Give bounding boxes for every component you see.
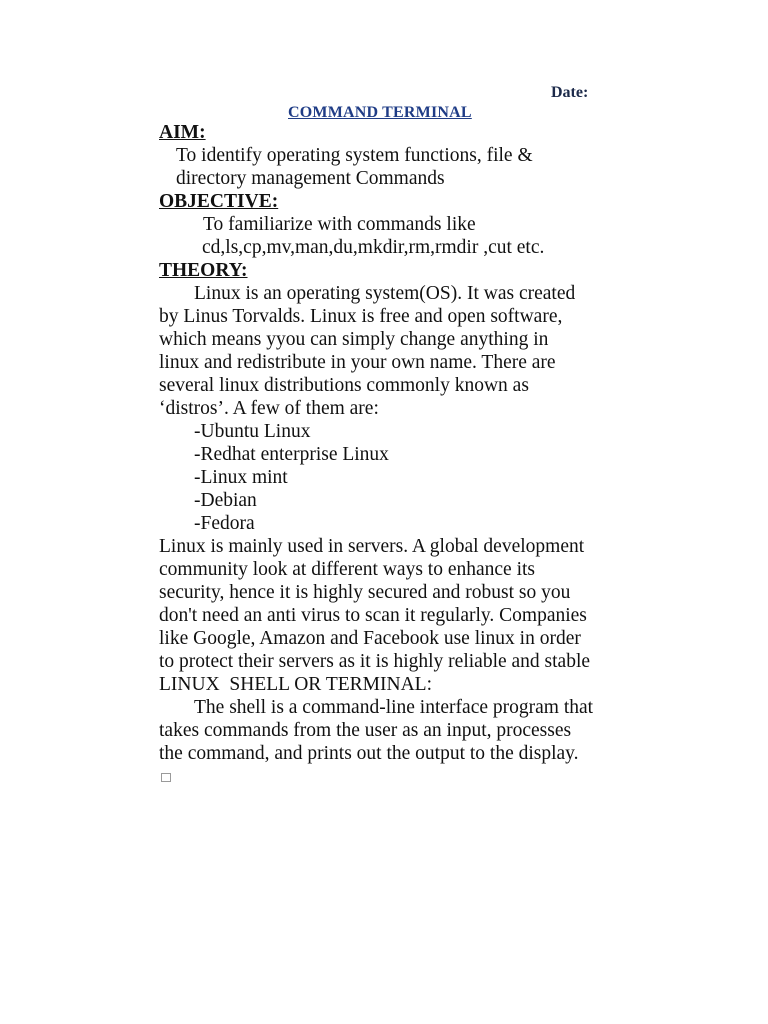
distro-list-item: -Ubuntu Linux [194,421,311,442]
theory-intro-line-3: which means yyou can simply change anything in [159,329,549,350]
theory-heading: THEORY: [159,260,248,281]
shell-line-1: The shell is a command-line interface program that [194,697,594,718]
aim-heading: AIM: [159,122,206,143]
placeholder-box-icon [161,773,171,782]
theory-intro-line-1: Linux is an operating system(OS). It was created [194,283,576,304]
theory-intro-line-6: ‘distros’. A few of them are: [159,398,379,419]
aim-line-1: To identify operating system functions, file & [176,145,533,166]
theory-intro-line-4: linux and redistribute in your own name. There are [159,352,556,373]
document-title: COMMAND TERMINAL [288,104,472,121]
document-body [159,121,629,765]
theory-server-line-1: Linux is mainly used in servers. A global development [159,536,585,557]
theory-server-line-2: community look at different ways to enhance its [159,559,536,580]
objective-line-1: To familiarize with commands like [203,214,476,235]
date-label: Date: [551,84,589,101]
shell-line-3: the command, and prints out the output to the display. [159,743,579,764]
theory-intro-line-2: by Linus Torvalds. Linux is free and open software, [159,306,563,327]
objective-line-2: cd,ls,cp,mv,man,du,mkdir,rm,rmdir ,cut etc. [202,237,545,258]
shell-heading: LINUX SHELL OR TERMINAL: [159,674,432,695]
theory-server-line-4: don't need an anti virus to scan it regularly. Companies [159,605,587,626]
aim-line-2: directory management Commands [176,168,445,189]
distro-list-item: -Linux mint [194,467,288,488]
theory-server-line-6: to protect their servers as it is highly reliable and stable [159,651,591,672]
distro-list-item: -Redhat enterprise Linux [194,444,389,465]
shell-line-2: takes commands from the user as an input, processes [159,720,572,741]
theory-intro-line-5: several linux distributions commonly known as [159,375,529,396]
distro-list-item: -Debian [194,490,257,511]
theory-server-line-3: security, hence it is highly secured and robust so you [159,582,571,603]
theory-server-line-5: like Google, Amazon and Facebook use linux in order [159,628,581,649]
objective-heading: OBJECTIVE: [159,191,279,212]
distro-list-item: -Fedora [194,513,255,534]
